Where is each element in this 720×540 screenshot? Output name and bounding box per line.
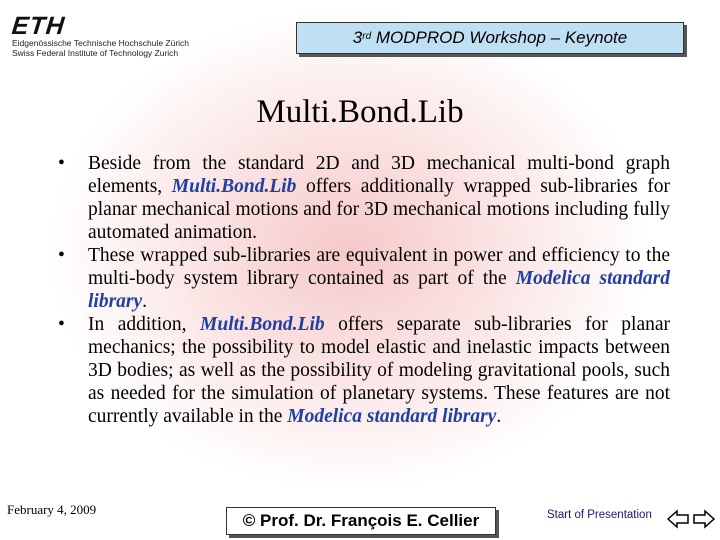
bullet-text: In addition, [88, 314, 201, 335]
bullet-dot: • [58, 314, 65, 335]
library-name-highlight: Multi.Bond.Lib [200, 314, 325, 335]
eth-logo-mark: ETH [10, 12, 67, 40]
library-name-highlight: Modelica standard library [88, 268, 670, 312]
eth-logo [12, 14, 189, 58]
logo-line-english: Swiss Federal Institute of Technology Zurich [12, 48, 179, 58]
banner-text: MODPROD Workshop – Keynote [371, 28, 628, 47]
banner-ordinal-suffix: rd [362, 30, 372, 42]
bullet-item [58, 313, 670, 428]
bullet-text: . [142, 291, 148, 312]
bullet-list [58, 152, 670, 428]
bullet-item [58, 152, 670, 244]
bullet-text: offers separate sub-libraries for planar mechanics; the possibility to model elastic and inelastic impacts between 3D bodies; as well as the possibility of modeling gravitational pools, such as needed for the simulation of planetary systems. These features are not currently available in the [88, 314, 670, 427]
author-box: © Prof. Dr. François E. Cellier [226, 507, 496, 535]
arrow-left-icon[interactable] [667, 509, 689, 529]
library-name-highlight: Multi.Bond.Lib [171, 176, 297, 197]
bullet-text: Beside from the standard 2D and 3D mechanical multi-bond graph elements, [88, 153, 670, 197]
footer-date: February 4, 2009 [7, 502, 97, 517]
start-of-presentation-link[interactable]: Start of Presentation [547, 509, 652, 521]
bullet-dot: • [58, 153, 65, 174]
arrow-right-icon[interactable] [693, 509, 715, 529]
bullet-text: These wrapped sub-libraries are equivalent in power and efficiency to the multi-body system library contained as part of the [88, 245, 670, 289]
bullet-text: offers additionally wrapped sub-libraries for planar mechanical motions and for 3D mechanical motions including fully automated animation. [88, 176, 670, 243]
bullet-item [58, 244, 670, 313]
banner-ordinal: 3 [352, 28, 363, 47]
workshop-banner [296, 22, 684, 54]
library-name-highlight: Modelica standard library [287, 406, 497, 427]
slide-title: Multi.Bond.Lib [256, 94, 464, 130]
bullet-text: . [496, 406, 502, 427]
logo-line-german: Eidgenössische Technische Hochschule Zürich [12, 38, 190, 48]
bullet-dot: • [58, 245, 65, 266]
slide-navigation [667, 509, 715, 531]
